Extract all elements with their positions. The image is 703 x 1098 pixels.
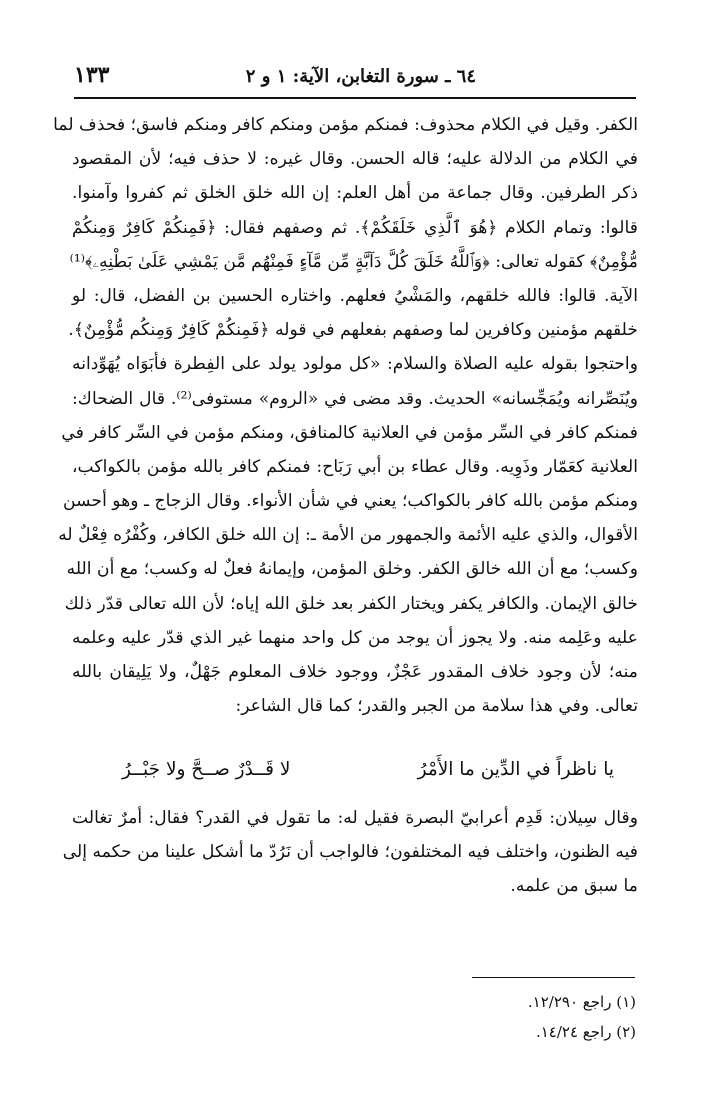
footnote-divider (472, 977, 635, 978)
main-text-continued (62, 801, 638, 904)
text-line: خلقهم مؤمنين وكافرين لما وصفهم بفعلهم في قوله ﴿فَمِنكُمْ كَافِرٌ وَمِنكُم مُّؤْمِنٌ﴾. (68, 320, 638, 341)
text-line: عليه وعَلِمه منه. ولا يجوز أن يوجد من كل واحد منهما غير الذي قدّر عليه وعلمه (72, 627, 638, 648)
text-line: ما سبق من علمه. (510, 876, 638, 897)
text-line: ذكر الطرفين. وقال جماعة من أهل العلم: إن الله خلق الخلق ثم كفروا وآمنوا. (72, 183, 638, 204)
text-line: فيه الظنون، واختلف فيه المختلفون؛ فالواجب أن نَرُدّ ما أشكل علينا من حكمه إلى (62, 842, 638, 863)
footnote: (٢) راجع ١٤/٢٤. (535, 1023, 636, 1041)
text-line: واحتجوا بقوله عليه الصلاة والسلام: «كل مولود يولد على الفِطرة فأبَوَاه يُهَوِّدانه (72, 354, 638, 375)
verse-first-hemistich: يا ناظراً في الدِّين ما الأَمْرُ (417, 759, 614, 780)
text-line: العلانية كعَمّار وذَوِيه. وقال عطاء بن أبي رَبَاح: فمنكم كافر بالله مؤمن بالكواكب، (72, 456, 638, 477)
page-number: ١٣٣ (74, 62, 110, 88)
text-line: منه؛ لأن وجود خلاف المقدور عَجْزٌ، ووجود خلاف المعلوم جَهْلٌ، ولا يَلِيقان بالله (72, 662, 638, 682)
footnotes (300, 987, 636, 1047)
text-line: ويُنَصِّرانه ويُمَجِّسانه» الحديث. وقد مضى في «الروم» مستوفى⁽²⁾. قال الضحاك: (72, 388, 638, 409)
text-line: ومنكم مؤمن بالله كافر بالكواكب؛ يعني في شأن الأنواء. وقال الزجاج ـ وهو أحسن (63, 491, 638, 512)
running-title: ٦٤ ـ سورة التغابن، الآية: ١ و ٢ (245, 66, 476, 87)
text-line: فمنكم كافر في السِّر مؤمن في العلانية كالمنافق، ومنكم مؤمن في السِّر كافر في (61, 422, 638, 443)
text-line: الآية. قالوا: فالله خلقهم، والمَشْيُ فعلهم. واختاره الحسين بن الفضل، قال: لو (72, 285, 638, 306)
text-line: الأقوال، والذي عليه الأئمة والجمهور من الأمة ـ: إن الله خلق الكافر، وكُفْرُه فِعْلٌ له (58, 525, 638, 546)
text-line: قالوا: وتمام الكلام ﴿هُوَ ٱلَّذِي خَلَقَكُمْ﴾. ثم وصفهم فقال: ﴿فَمِنكُمْ كَافِرٌ وَمِنكُمْ (72, 217, 638, 238)
text-line: وقال سِيلان: قَدِم أعرابيّ البصرة فقيل له: ما تقول في القدر؟ فقال: أمرٌ تغالت (72, 808, 638, 828)
text-line: خالق الإيمان. والكافر يكفر ويختار الكفر بعد خلق الله إياه؛ لأن الله تعالى قدّر ذلك (64, 593, 638, 614)
page-header (74, 60, 636, 94)
header-divider (74, 97, 636, 99)
main-text (53, 108, 638, 723)
text-line: الكفر. وقيل في الكلام محذوف: فمنكم مؤمن ومنكم كافر ومنكم فاسق؛ فحذف لما (53, 115, 638, 135)
text-line: وكسب؛ مع أن الله خالق الكفر. وخلق المؤمن، وإيمانهُ فعلٌ له وكسب؛ مع أن الله (66, 559, 638, 580)
footnote: (١) راجع ١٢/٢٩٠. (527, 993, 636, 1011)
text-line: مُّؤْمِنٌ﴾ كقوله تعالى: ﴿وَٱللَّهُ خَلَقَ كُلَّ دَآبَّةٍ مِّن مَّآءٍ فَمِنْهُم مَّن يَمْشِي عَلَىٰ بَطْنِهِۦ﴾⁽¹⁾ (69, 251, 638, 272)
poetry-verse (72, 755, 638, 795)
verse-second-hemistich: لا قَــدْرٌ صــحَّ ولا جَبْــرُ (122, 759, 291, 780)
text-line: تعالى. وفي هذا سلامة من الجبر والقدر؛ كما قال الشاعر: (235, 696, 638, 717)
text-line: في الكلام من الدلالة عليه؛ قاله الحسن. وقال غيره: لا حذف فيه؛ لأن المقصود (72, 149, 638, 170)
